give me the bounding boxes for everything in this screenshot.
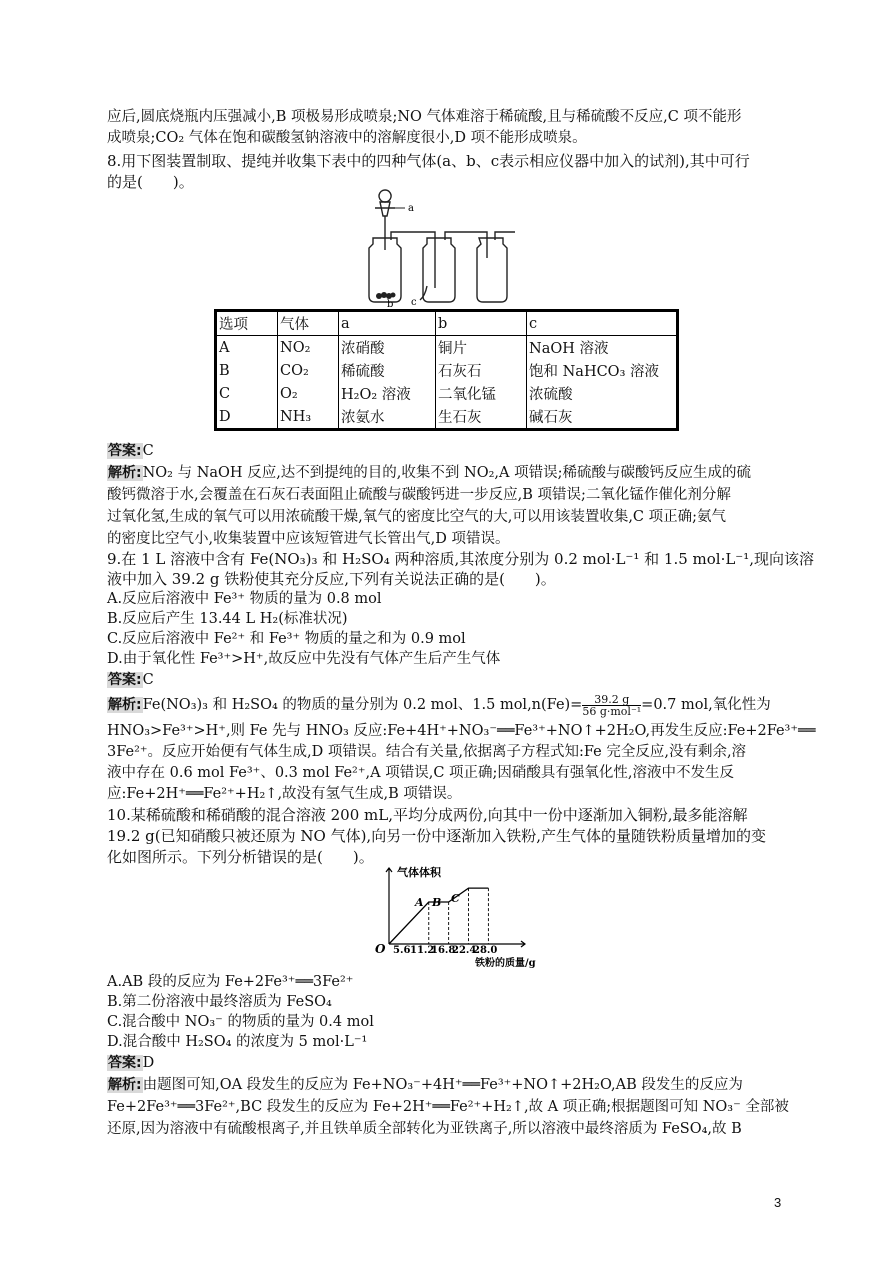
table-cell: D — [219, 408, 231, 425]
table-cell: A — [219, 339, 230, 356]
question-8-stem: 8.用下图装置制取、提纯并收集下表中的四种气体(a、b、c表示相应仪器中加入的试剂),其中可行 — [107, 152, 750, 170]
point-label: A — [415, 896, 424, 909]
explanation-tag: 解析: — [108, 1077, 142, 1093]
explanation-text: NO₂ 与 NaOH 反应,达不到提纯的目的,收集不到 NO₂,A 项错误;稀硫酸与碳酸钙反应生成的硫 — [142, 465, 751, 481]
table-cell: 碱石灰 — [527, 405, 678, 430]
table-row — [216, 405, 678, 430]
question-10-stem: 10.某稀硫酸和稀硝酸的混合溶液 200 mL,平均分成两份,向其中一份中逐渐加入铜粉,最多能溶解 — [107, 806, 748, 824]
table-row — [216, 382, 678, 405]
table-row — [216, 359, 678, 382]
explanation-tag: 解析: — [108, 465, 142, 481]
table-cell: NO₂ — [278, 336, 339, 360]
table-cell: 气体 — [278, 311, 339, 336]
table-cell: c — [527, 311, 678, 336]
table-cell: 石灰石 — [436, 359, 527, 382]
option-b: B.第二份溶液中最终溶质为 FeSO₄ — [107, 994, 332, 1010]
table-cell: 生石灰 — [436, 405, 527, 430]
table-cell: B — [219, 362, 230, 379]
text-line: 成喷泉;CO₂ 气体在饱和碳酸氢钠溶液中的溶解度很小,D 项不能形成喷泉。 — [107, 130, 587, 146]
answer-10 — [107, 1053, 787, 1073]
option-c: C.反应后溶液中 Fe²⁺ 和 Fe³⁺ 物质的量之和为 0.9 mol — [107, 631, 466, 647]
question-8-stem: 的是( )。 — [107, 173, 194, 191]
text-line: Fe+2Fe³⁺══3Fe²⁺,BC 段发生的反应为 Fe+2H⁺══Fe²⁺+H₂↑,故 A 项正确;根据题图可知 NO₃⁻ 全部被 — [107, 1099, 789, 1115]
explanation-tag: 解析: — [108, 697, 142, 713]
table-cell: O₂ — [278, 382, 339, 405]
y-axis-label: 气体体积 — [397, 866, 441, 879]
fraction-numerator: 39.2 g — [582, 694, 641, 706]
text-line: 过氧化氢,生成的氧气可以用浓硫酸干燥,氧气的密度比空气的大,可以用该装置收集,C 项正确;氨气 — [107, 509, 727, 525]
explanation-8 — [107, 463, 787, 483]
table-cell: 铜片 — [436, 336, 527, 360]
table-cell: a — [339, 311, 436, 336]
table-cell: NaOH 溶液 — [527, 336, 678, 360]
table-header-row — [216, 311, 678, 336]
table-cell: 浓氨水 — [339, 405, 436, 430]
option-a: A.AB 段的反应为 Fe+2Fe³⁺══3Fe²⁺ — [107, 974, 354, 990]
option-d: D.由于氧化性 Fe³⁺>H⁺,故反应中先没有气体产生后产生气体 — [107, 651, 501, 667]
text-line: HNO₃>Fe³⁺>H⁺,则 Fe 先与 HNO₃ 反应:Fe+4H⁺+NO₃⁻══Fe³⁺+NO↑+2H₂O,再发生反应:Fe+2Fe³⁺══ — [107, 723, 816, 739]
text-line: 应后,圆底烧瓶内压强减小,B 项极易形成喷泉;NO 气体难溶于稀硫酸,且与稀硫酸不反应,C 项不能形 — [107, 109, 742, 125]
gas-volume-graph — [375, 862, 560, 974]
table-cell: b — [436, 311, 527, 336]
table-row — [216, 336, 678, 360]
table-cell: C — [219, 385, 231, 402]
option-d: D.混合酸中 H₂SO₄ 的浓度为 5 mol·L⁻¹ — [107, 1034, 368, 1050]
text-line: 还原,因为溶液中有硫酸根离子,并且铁单质全部转化为亚铁离子,所以溶液中最终溶质为 FeSO₄,故 B — [107, 1121, 742, 1137]
answer-9 — [107, 670, 787, 690]
answer-value: C — [142, 443, 154, 459]
x-axis-label: 铁粉的质量/g — [475, 958, 536, 969]
point-label: C — [451, 892, 460, 905]
answer-tag: 答案: — [108, 672, 142, 688]
explanation-text: 由题图可知,OA 段发生的反应为 Fe+NO₃⁻+4H⁺══Fe³⁺+NO↑+2H₂O,AB 段发生的反应为 — [142, 1077, 743, 1093]
question-9-stem: 液中加入 39.2 g 铁粉使其充分反应,下列有关说法正确的是( )。 — [107, 570, 556, 588]
origin-label: O — [375, 942, 386, 956]
tick-label: 16.8 — [431, 945, 456, 956]
question-8-table — [214, 309, 679, 431]
answer-8 — [107, 441, 787, 461]
question-9-stem: 9.在 1 L 溶液中含有 Fe(NO₃)₃ 和 H₂SO₄ 两种溶质,其浓度分别为 0.2 mol·L⁻¹ 和 1.5 mol·L⁻¹,现向该溶 — [107, 550, 815, 568]
fraction — [582, 694, 641, 717]
label-c: c — [411, 297, 417, 308]
question-10-stem: 19.2 g(已知硝酸只被还原为 NO 气体),向另一份中逐渐加入铁粉,产生气体的量随铁粉质量增加的变 — [107, 827, 766, 845]
tick-label: 11.2 — [410, 945, 435, 956]
explanation-text: Fe(NO₃)₃ 和 H₂SO₄ 的物质的量分别为 0.2 mol、1.5 mol,n(Fe)= — [142, 697, 583, 713]
answer-tag: 答案: — [108, 443, 142, 459]
explanation-9 — [107, 692, 787, 718]
label-b: b — [387, 299, 394, 308]
answer-value: C — [142, 672, 154, 688]
answer-value: D — [142, 1055, 155, 1071]
text-line: 3Fe²⁺。反应开始便有气体生成,D 项错误。结合有关量,依据离子方程式知:Fe 完全反应,没有剩余,溶 — [107, 744, 747, 760]
gas-apparatus-diagram — [365, 188, 525, 308]
table-cell: 浓硝酸 — [339, 336, 436, 360]
tick-label: 22.4 — [452, 945, 477, 956]
table-cell: H₂O₂ 溶液 — [339, 382, 436, 405]
table-cell: 二氧化锰 — [436, 382, 527, 405]
text-line: 酸钙微溶于水,会覆盖在石灰石表面阻止硫酸与碳酸钙进一步反应,B 项错误;二氧化锰作催化剂分解 — [107, 487, 731, 503]
label-a: a — [408, 203, 414, 214]
question-10-stem: 化如图所示。下列分析错误的是( )。 — [107, 848, 374, 866]
fraction-denominator: 56 g·mol⁻¹ — [582, 704, 642, 718]
option-c: C.混合酸中 NO₃⁻ 的物质的量为 0.4 mol — [107, 1014, 374, 1030]
option-a: A.反应后溶液中 Fe³⁺ 物质的量为 0.8 mol — [107, 591, 382, 607]
table-cell: 浓硫酸 — [527, 382, 678, 405]
table-cell: CO₂ — [278, 359, 339, 382]
point-label: B — [432, 896, 442, 909]
table-cell: 饱和 NaHCO₃ 溶液 — [527, 359, 678, 382]
explanation-10 — [107, 1075, 787, 1095]
text-line: 应:Fe+2H⁺══Fe²⁺+H₂↑,故没有氢气生成,B 项错误。 — [107, 786, 462, 802]
tick-label: 28.0 — [473, 945, 498, 956]
table-cell: 选项 — [216, 311, 278, 336]
table-cell: 稀硫酸 — [339, 359, 436, 382]
option-b: B.反应后产生 13.44 L H₂(标准状况) — [107, 611, 348, 627]
explanation-text: =0.7 mol,氧化性为 — [641, 697, 771, 713]
text-line: 液中存在 0.6 mol Fe³⁺、0.3 mol Fe²⁺,A 项错误,C 项正确;因硝酸具有强氧化性,溶液中不发生反 — [107, 765, 735, 781]
answer-tag: 答案: — [108, 1055, 142, 1071]
page-number: 3 — [774, 1195, 782, 1210]
tick-label: 5.6 — [393, 945, 411, 956]
text-line: 的密度比空气小,收集装置中应该短管进气长管出气,D 项错误。 — [107, 531, 510, 547]
table-cell: NH₃ — [278, 405, 339, 430]
